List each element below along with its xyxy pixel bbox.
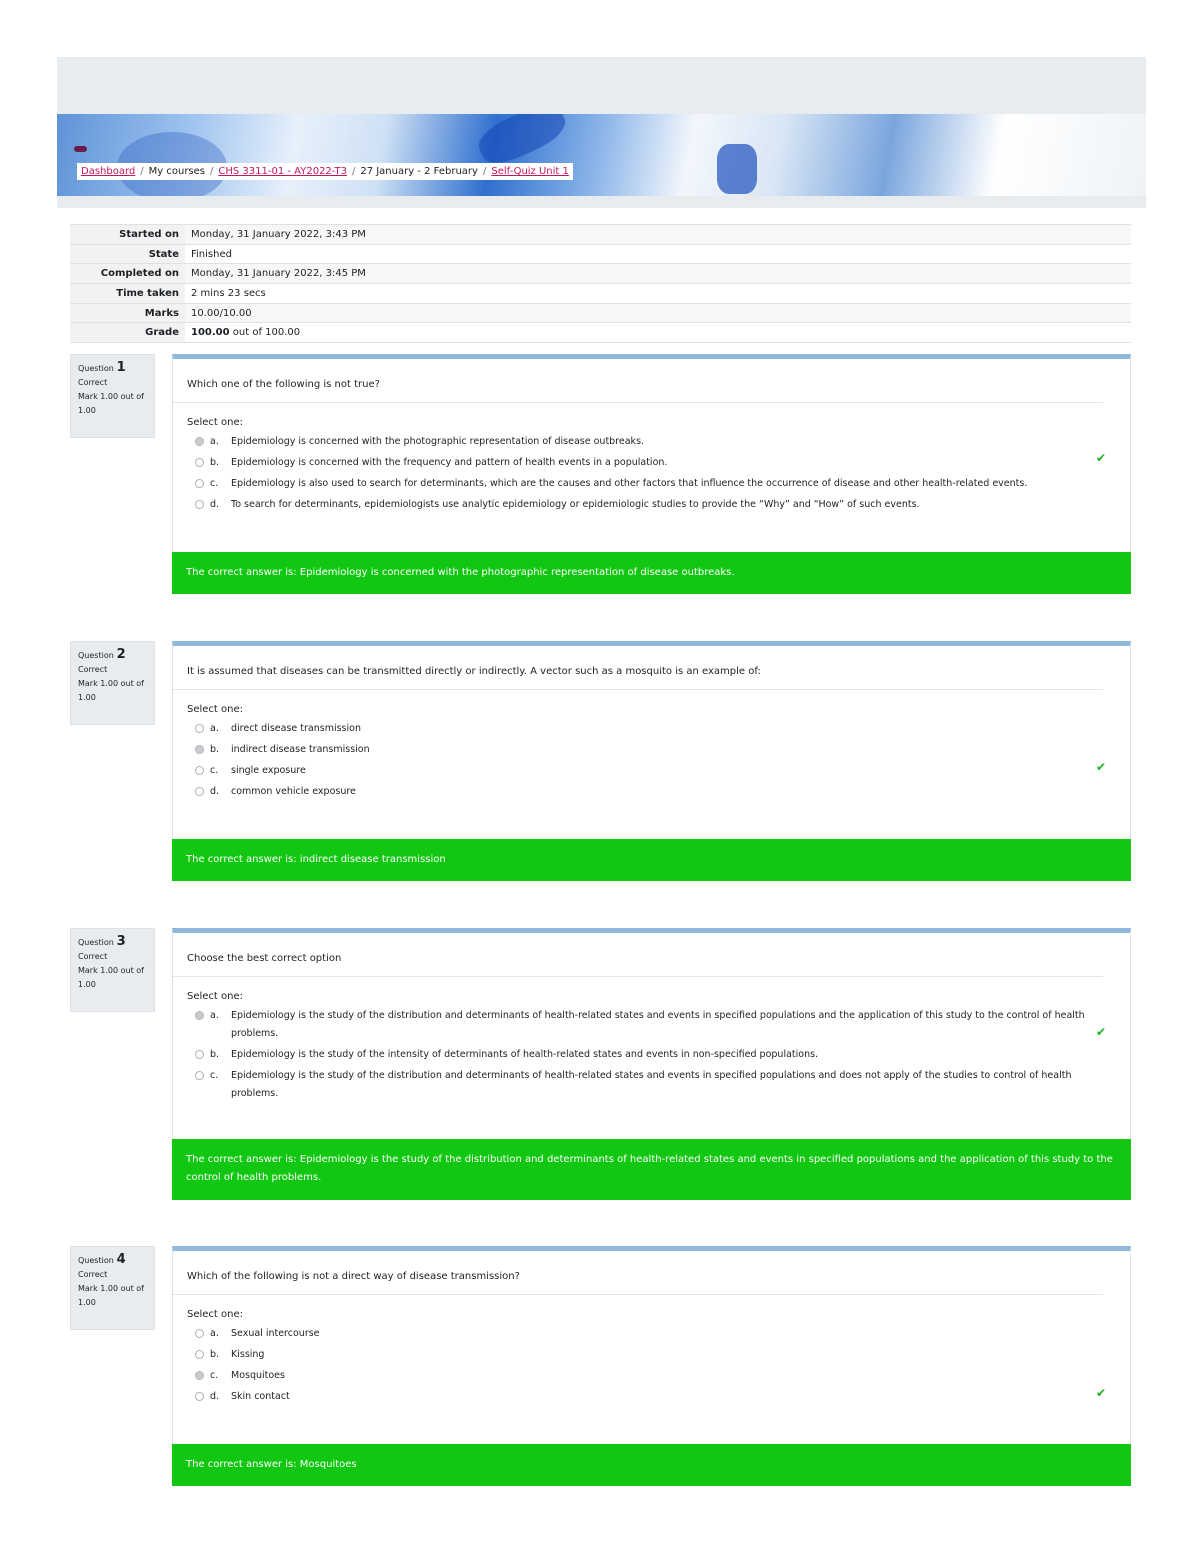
question-label: Question [78, 651, 114, 660]
course-banner [57, 114, 1146, 196]
summary-label: Started on [70, 225, 185, 244]
question-label: Question [78, 938, 114, 947]
question-text: Which of the following is not a direct way of disease transmission? [173, 1251, 1103, 1295]
answer-option[interactable] [173, 1046, 1130, 1064]
question-mark: Mark 1.00 out of 1.00 [78, 392, 144, 415]
breadcrumb-separator: / [210, 166, 214, 177]
answer-option[interactable] [173, 451, 1130, 472]
radio-button[interactable] [195, 1371, 204, 1380]
option-letter: a. [210, 1328, 219, 1339]
summary-value: Monday, 31 January 2022, 3:45 PM [191, 268, 366, 280]
answer-option[interactable] [173, 783, 1130, 801]
question-number: 3 [116, 934, 126, 949]
option-letter: a. [210, 1010, 219, 1021]
option-text: common vehicle exposure [231, 786, 356, 797]
question-text: Which one of the following is not true? [173, 359, 1103, 403]
question-info [70, 1246, 155, 1330]
option-letter: c. [210, 1370, 219, 1381]
grade-score: 100.00 [191, 327, 230, 339]
option-letter: a. [210, 723, 219, 734]
top-navbar [57, 57, 1146, 114]
question-number: 1 [116, 360, 126, 375]
summary-row [70, 264, 1131, 284]
question-card [172, 1246, 1131, 1444]
summary-label: Completed on [70, 264, 185, 283]
option-text: indirect disease transmission [231, 744, 370, 755]
answer-option[interactable] [173, 1067, 1130, 1103]
breadcrumb-separator: / [482, 166, 487, 177]
summary-label: Marks [70, 304, 185, 323]
radio-button[interactable] [195, 1011, 204, 1020]
breadcrumb-my-courses: My courses [148, 166, 206, 177]
question-mark: Mark 1.00 out of 1.00 [78, 1284, 144, 1307]
summary-row [70, 304, 1131, 324]
select-one-label: Select one: [187, 1309, 244, 1320]
banner-decoration [717, 144, 757, 194]
option-text: Epidemiology is concerned with the frequency and pattern of health events in a population. [231, 457, 668, 468]
question-status: Correct [78, 665, 108, 674]
question-mark: Mark 1.00 out of 1.00 [78, 679, 144, 702]
question-text: It is assumed that diseases can be transmitted directly or indirectly. A vector such as a mosquito is an example of: [173, 646, 1103, 690]
radio-button[interactable] [195, 724, 204, 733]
question-mark: Mark 1.00 out of 1.00 [78, 966, 144, 989]
question-info [70, 641, 155, 725]
question-card [172, 641, 1131, 839]
check-icon: ✔ [1096, 1025, 1107, 1039]
radio-button[interactable] [195, 1350, 204, 1359]
select-one-label: Select one: [187, 704, 244, 715]
summary-label: State [70, 245, 185, 264]
question-status: Correct [78, 952, 108, 961]
breadcrumb-separator: / [140, 166, 144, 177]
option-letter: d. [210, 1391, 220, 1402]
question-info [70, 354, 155, 438]
answer-option[interactable] [173, 741, 1130, 759]
question-card [172, 928, 1131, 1139]
breadcrumb-course-link[interactable]: CHS 3311-01 - AY2022-T3 [218, 166, 347, 177]
radio-button[interactable] [195, 1071, 204, 1080]
answer-option[interactable] [173, 1346, 1130, 1364]
summary-value: Monday, 31 January 2022, 3:43 PM [191, 229, 366, 240]
question-label: Question [78, 364, 114, 373]
summary-label: Time taken [70, 284, 185, 303]
option-text: Epidemiology is the study of the distribution and determinants of health-related states and events in specified populations and the application of this study to the control of health problems. [231, 1010, 1085, 1039]
question-text: Choose the best correct option [173, 933, 1103, 977]
breadcrumb-week: 27 January - 2 February [360, 166, 478, 177]
radio-button[interactable] [195, 745, 204, 754]
summary-row [70, 245, 1131, 265]
radio-button[interactable] [195, 437, 204, 446]
radio-button[interactable] [195, 766, 204, 775]
summary-label: Grade [70, 323, 185, 342]
summary-row [70, 323, 1131, 343]
radio-button[interactable] [195, 458, 204, 467]
option-letter: c. [210, 765, 219, 776]
option-letter: b. [210, 1349, 220, 1360]
radio-button[interactable] [195, 1329, 204, 1338]
check-icon: ✔ [1096, 760, 1107, 774]
option-letter: d. [210, 786, 220, 797]
select-one-label: Select one: [187, 991, 244, 1002]
breadcrumb-separator: / [351, 166, 356, 177]
summary-value: Finished [191, 248, 232, 260]
option-text: Epidemiology is concerned with the photographic representation of disease outbreaks. [231, 436, 645, 447]
question-card [172, 354, 1131, 552]
answer-option[interactable] [173, 1388, 1130, 1406]
option-text: Sexual intercourse [231, 1328, 320, 1339]
question-label: Question [78, 1256, 114, 1265]
option-text: direct disease transmission [231, 723, 361, 734]
option-letter: a. [210, 436, 219, 447]
summary-value: 10.00/10.00 [191, 307, 252, 319]
option-text: To search for determinants, epidemiologists use analytic epidemiology or epidemiologic studies to provide the “Why” and “How” of such events. [231, 499, 920, 510]
correct-answer-feedback: The correct answer is: indirect disease transmission [172, 839, 1131, 881]
answer-option[interactable] [173, 720, 1130, 738]
option-text: Epidemiology is the study of the distribution and determinants of health-related states and events in specified populations and does not apply of the studies to control of health problems. [231, 1070, 1072, 1099]
option-text: Epidemiology is the study of the intensity of determinants of health-related states and events in non-specified populations. [231, 1049, 819, 1060]
option-letter: c. [210, 1070, 219, 1081]
option-letter: b. [210, 1049, 220, 1060]
banner-pill-icon [74, 146, 87, 152]
banner-strip [57, 196, 1146, 208]
breadcrumb [77, 163, 573, 180]
answer-option[interactable] [173, 762, 1130, 780]
radio-button[interactable] [195, 1050, 204, 1059]
summary-row [70, 284, 1131, 304]
radio-button[interactable] [195, 1392, 204, 1401]
question-number: 4 [116, 1252, 126, 1267]
option-text: Skin contact [231, 1391, 290, 1402]
option-letter: d. [210, 499, 220, 510]
summary-row [70, 225, 1131, 245]
option-text: single exposure [231, 765, 306, 776]
answer-option[interactable] [173, 475, 1130, 493]
option-text: Mosquitoes [231, 1370, 285, 1381]
question-status: Correct [78, 1270, 108, 1279]
correct-answer-feedback: The correct answer is: Mosquitoes [172, 1444, 1131, 1486]
option-text: Kissing [231, 1349, 265, 1360]
radio-button[interactable] [195, 787, 204, 796]
radio-button[interactable] [195, 479, 204, 488]
radio-button[interactable] [195, 500, 204, 509]
question-number: 2 [116, 647, 126, 662]
option-letter: b. [210, 744, 220, 755]
summary-value: 2 mins 23 secs [191, 288, 266, 300]
summary-grade-value [185, 323, 300, 342]
grade-out-of: out of 100.00 [229, 327, 301, 339]
option-text: Epidemiology is also used to search for determinants, which are the causes and other factors that influence the occurrence of disease and other health-related events. [231, 478, 1028, 489]
answer-option[interactable] [173, 1367, 1130, 1385]
answer-option[interactable] [173, 1007, 1130, 1043]
question-info [70, 928, 155, 1012]
correct-answer-feedback: The correct answer is: Epidemiology is concerned with the photographic representation of disease outbreaks. [172, 552, 1131, 594]
quiz-summary-table [70, 224, 1131, 343]
answer-option[interactable] [173, 1325, 1130, 1343]
answer-option[interactable] [173, 496, 1130, 514]
question-status: Correct [78, 378, 108, 387]
option-letter: c. [210, 478, 219, 489]
select-one-label: Select one: [187, 417, 244, 428]
breadcrumb-dashboard-link[interactable]: Dashboard [81, 166, 136, 177]
check-icon: ✔ [1096, 1386, 1107, 1400]
check-icon: ✔ [1096, 451, 1107, 465]
breadcrumb-quiz-link[interactable]: Self-Quiz Unit 1 [491, 166, 569, 177]
option-letter: b. [210, 457, 220, 468]
answer-option[interactable] [173, 433, 1130, 451]
correct-answer-feedback: The correct answer is: Epidemiology is the study of the distribution and determinants of health-related states and events in specified populations and the application of this study to the control of health problems. [172, 1139, 1131, 1200]
